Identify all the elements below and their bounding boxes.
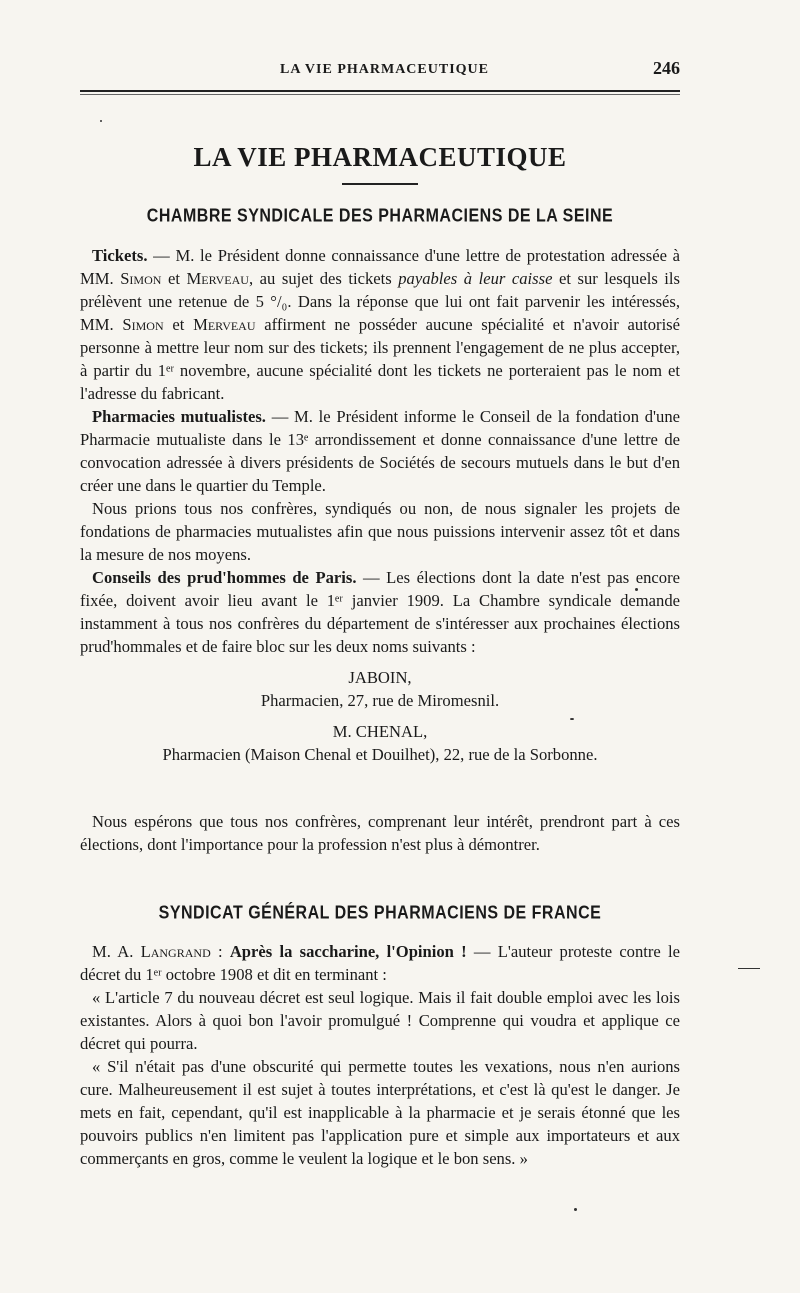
- section-heading-syndicat-general: SYNDICAT GÉNÉRAL DES PHARMACIENS DE FRANCE: [158, 903, 602, 924]
- text-run: — L'auteur proteste contre le décret du 1ᵉʳ octobre 1908 et dit en terminant :: [80, 942, 680, 984]
- person-name: Langrand: [140, 942, 211, 961]
- header-rule-thin: [80, 94, 680, 95]
- paragraph-lead: Pharmacies mutualistes.: [92, 407, 266, 426]
- text-run: :: [210, 942, 230, 961]
- candidate-name: JABOIN,: [348, 668, 412, 687]
- candidate-name: M. CHENAL,: [332, 722, 428, 741]
- paragraph-lead: Tickets.: [92, 246, 148, 265]
- section-heading-chambre-syndicale: CHAMBRE SYNDICALE DES PHARMACIENS DE LA SEINE: [146, 206, 614, 227]
- text-run: M. A.: [92, 942, 141, 961]
- page-number: 246: [653, 58, 680, 78]
- paragraph-nous-prions: Nous prions tous nos confrères, syndiqués ou non, de nous signaler les projets de fondations de pharmacies mutualistes afin que nous puissions intervenir assez tôt et dans la mesure de nos moyens.: [80, 499, 680, 564]
- text-run: et sur lesquels ils prélèvent une retenue de 5 °/₀. Dans la réponse que lui ont fait parvenir les intéressés, MM.: [80, 269, 680, 334]
- italic-phrase: payables à leur caisse: [398, 269, 553, 288]
- candidate-address: Pharmacien, 27, rue de Miromesnil.: [260, 691, 500, 710]
- header-rule: [80, 90, 680, 92]
- person-name: Simon: [120, 269, 162, 288]
- person-name: Merveau: [193, 315, 256, 334]
- paragraph-nous-esperons: Nous espérons que tous nos confrères, comprenant leur intérêt, prendront part à ces élections, dont l'importance pour la profession n'est plus à démontrer.: [80, 812, 680, 854]
- candidate-address: Pharmacien (Maison Chenal et Douilhet), 22, rue de la Sorbonne.: [162, 745, 598, 764]
- section-body-chambre-syndicale: [80, 244, 680, 766]
- journal-title: LA VIE PHARMACEUTIQUE: [193, 142, 567, 172]
- text-run: — Les élections dont la date n'est pas encore fixée, doivent avoir lieu avant le 1ᵉʳ janvier 1909. La Chambre syndicale demande instamment à tous nos confrères du département de s'intéresser aux prochaines élections prud'hommales et de faire bloc sur les deux noms suivants :: [80, 568, 680, 656]
- paragraph-lead: Conseils des prud'hommes de Paris.: [92, 568, 357, 587]
- quotation-paragraph: « L'article 7 du nouveau décret est seul logique. Mais il fait double emploi avec les lois existantes. Alors à quoi bon l'avoir promulgué ! Comprenne qui voudra et applique ce décret qui pourra.: [80, 988, 680, 1053]
- quotation-paragraph: « S'il n'était pas d'une obscurité qui permette toutes les vexations, nous n'en aurions cure. Malheureusement il est sujet à toutes interprétations, et c'est là qu'est le danger. Je mets en fait, cependant, qu'il est inapplicable à la pharmacie et je serais étonné que les pouvoirs publics n'en limitent pas l'application pure et simple aux importateurs et aux commerçants en gros, comme le veulent la logique et le bon sens. »: [80, 1057, 680, 1168]
- paragraph-pharmacies-mutualistes: [80, 405, 680, 497]
- running-title: LA VIE PHARMACEUTIQUE: [280, 62, 489, 77]
- text-run: et: [161, 269, 187, 288]
- article-title: Après la saccharine, l'Opinion !: [229, 942, 467, 961]
- title-divider: [342, 183, 418, 185]
- text-run: — M. le Président donne connaissance d'une lettre de protestation adressée à MM.: [80, 246, 680, 288]
- person-name: Simon: [122, 315, 164, 334]
- paragraph-tickets: [80, 244, 680, 405]
- print-speck: [738, 968, 760, 969]
- section-body-syndicat-general: [80, 940, 680, 1170]
- print-speck: [570, 718, 574, 720]
- candidate-list: [80, 666, 680, 766]
- text-run: affirment ne posséder aucune spécialité et n'avoir autorisé personne à mettre leur nom sur des tickets; ils prennent l'engagement de ne plus accepter, à partir du 1ᵉʳ novembre, aucune spécialité dont les tickets ne porteraient pas le nom et l'adresse du fabricant.: [80, 315, 681, 403]
- print-speck: [100, 120, 102, 122]
- print-speck: [574, 1208, 577, 1211]
- paragraph-langrand: [80, 940, 680, 986]
- text-run: et: [163, 315, 194, 334]
- text-run: — M. le Président informe le Conseil de la fondation d'une Pharmacie mutualiste dans le 13ᵉ arrondissement et donne connaissance d'une lettre de convocation adressée à divers présidents de Sociétés de secours mutuels dans le but d'en créer une dans le quartier du Temple.: [80, 407, 680, 495]
- running-head: [80, 58, 680, 84]
- text-run: , au sujet des tickets: [248, 269, 399, 288]
- print-speck: [635, 588, 638, 591]
- closing-paragraph-block: [80, 810, 680, 856]
- paragraph-conseils-prudhommes: [80, 566, 680, 658]
- person-name: Merveau: [186, 269, 249, 288]
